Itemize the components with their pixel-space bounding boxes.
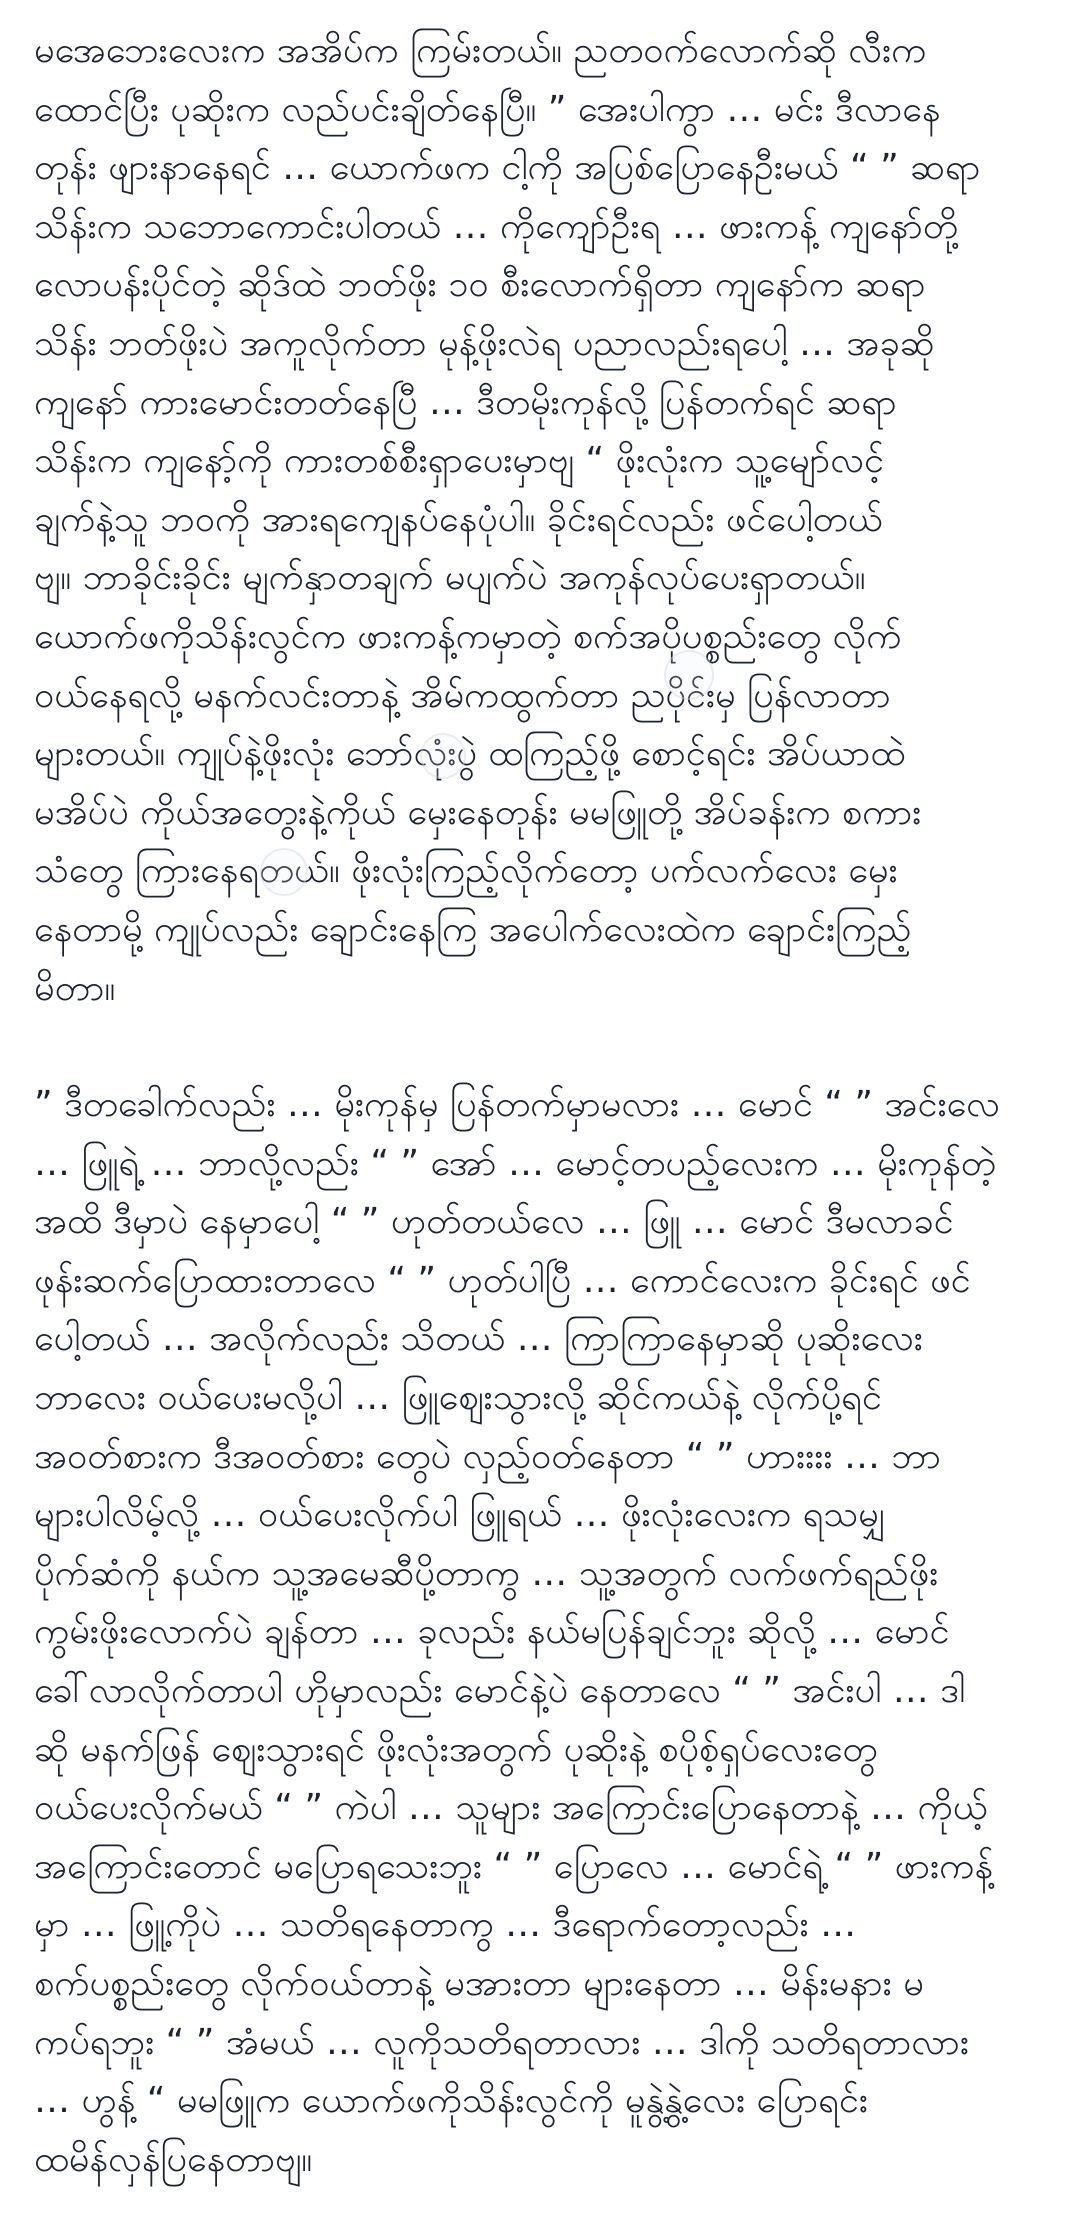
touch-ripple [664, 650, 714, 700]
story-paragraph-2: ” ဒီတခေါက်လည်း … မိုးကုန်မှ ပြန်တက်မှာမလား … မောင် “ ” အင်းလေ … ဖြူရဲ့ … ဘာလို့လည်း “ ” အော် … မောင့်တပည့်လေးက … မိုးကုန်တဲ့ အထိ ဒီမှာပဲ နေမှာပေါ့ “ ” ဟုတ်တယ်လေ … ဖြူ … မောင် ဒီမလာခင် ဖုန်းဆက်ပြောထားတာလေ “ ” ဟုတ်ပါပြီ … ကောင်လေးက ခိုင်းရင် ဖင် ပေါ့တယ် … အလိုက်လည်း သိတယ် … ကြာကြာနေမှာဆို ပုဆိုးလေး ဘာလေး ဝယ်ပေးမလို့ပါ … ဖြူဈေးသွားလို့ ဆိုင်ကယ်နဲ့ လိုက်ပို့ရင် အဝတ်စားက ဒီအဝတ်စား တွေပဲ လှည့်ဝတ်နေတာ “ ” ဟားးးး … ဘာ များပါလိမ့်လို့ … ဝယ်ပေးလိုက်ပါ ဖြူရယ် … ဖိုးလုံးလေးက ရသမျှ ပိုက်ဆံကို နယ်က သူ့အမေဆီပို့တာကွ … သူ့အတွက် လက်ဖက်ရည်ဖိုး ကွမ်းဖိုးလောက်ပဲ ချန်တာ … ခုလည်း နယ်မပြန်ချင်ဘူး ဆိုလို့ … မောင် ခေါ်လာလိုက်တာပါ ဟိုမှာလည်း မောင်နဲ့ပဲ နေတာလေ “ ” အင်းပါ … ဒါ ဆို မနက်ဖြန် ဈေးသွားရင် ဖိုးလုံးအတွက် ပုဆိုးနဲ့ စပိုစ့်ရှပ်လေးတွေ ဝယ်ပေးလိုက်မယ် “ ” ကဲပါ … သူများ အကြောင်းပြောနေတာနဲ့ … ကိုယ့် အကြောင်းတောင် မပြောရသေးဘူး “ ” ပြောလေ … မောင်ရဲ့ “ ” ဖားကန့် မှာ … ဖြူ့ကိုပဲ … သတိရနေတာကွ … ဒီရောက်တော့လည်း … စက်ပစ္စည်းတွေ လိုက်ဝယ်တာနဲ့ မအားတာ များနေတာ … မိန်းမနား မ ကပ်ရဘူး “ ” အံမယ် … လူကိုသတိရတာလား … ဒါကို သတိရတာလား … ဟွန့် “ မမဖြူက ယောက်ဖကိုသိန်းလွင်ကို မူနွဲ့နွဲ့လေး ပြောရင်း ထမိန်လှန်ပြနေတာဗျ။ [34, 1084, 1000, 2180]
touch-ripple [260, 848, 308, 896]
story-paragraph-1: မအေဘေးလေးက အအိပ်က ကြမ်းတယ်။ ညတဝက်လောက်ဆို လီးက ထောင်ပြီး ပုဆိုးက လည်ပင်းချိတ်နေပြီ။ ” အေးပါကွာ … မင်း ဒီလာနေ တုန်း ဖျားနာနေရင် … ယောက်ဖက ငါ့ကို အပြစ်ပြောနေဦးမယ် “ ” ဆရာ သိန်းက သဘောကောင်းပါတယ် … ကိုကျော်ဦးရ … ဖားကန့် ကျနော်တို့ လောပန်းပိုင်တဲ့ ဆိုဒ်ထဲ ဘတ်ဖိုး ၁၀ စီးလောက်ရှိတာ ကျနော်က ဆရာ သိန်း ဘတ်ဖိုးပဲ အကူလိုက်တာ မုန့်ဖိုးလဲရ ပညာလည်းရပေါ့ … အခုဆို ကျနော် ကားမောင်းတတ်နေပြီ … ဒီတမိုးကုန်လို့ ပြန်တက်ရင် ဆရာ သိန်းက ကျနော့်ကို ကားတစ်စီးရှာပေးမှာဗျ “ ဖိုးလုံးက သူ့မျော်လင့် ချက်နဲ့သူ ဘဝကို အားရကျေနပ်နေပုံပါ။ ခိုင်းရင်လည်း ဖင်ပေါ့တယ် ဗျ။ ဘာခိုင်းခိုင်း မျက်နှာတချက် မပျက်ပဲ အကုန်လုပ်ပေးရှာတယ်။ ယောက်ဖကိုသိန်းလွင်က ဖားကန့်ကမှာတဲ့ စက်အပိုပစ္စည်းတွေ လိုက် ဝယ်နေရလို့ မနက်လင်းတာနဲ့ အိမ်ကထွက်တာ ညပိုင်းမှ ပြန်လာတာ များတယ်။ ကျုပ်နဲ့ဖိုးလုံး ဘော်လုံးပွဲ ထကြည့်ဖို့ စောင့်ရင်း အိပ်ယာထဲ မအိပ်ပဲ ကိုယ်အတွေးနဲ့ကိုယ် မှေးနေတုန်း မမဖြူတို့ အိပ်ခန်းက စကား သံတွေ ကြားနေရတယ်။ ဖိုးလုံးကြည့်လိုက်တော့ ပက်လက်လေး မှေး နေတာမို့ ကျုပ်လည်း ချောင်းနေကြ အပေါက်လေးထဲက ချောင်းကြည့် မိတာ။ [34, 30, 981, 1009]
touch-ripple [420, 733, 466, 779]
